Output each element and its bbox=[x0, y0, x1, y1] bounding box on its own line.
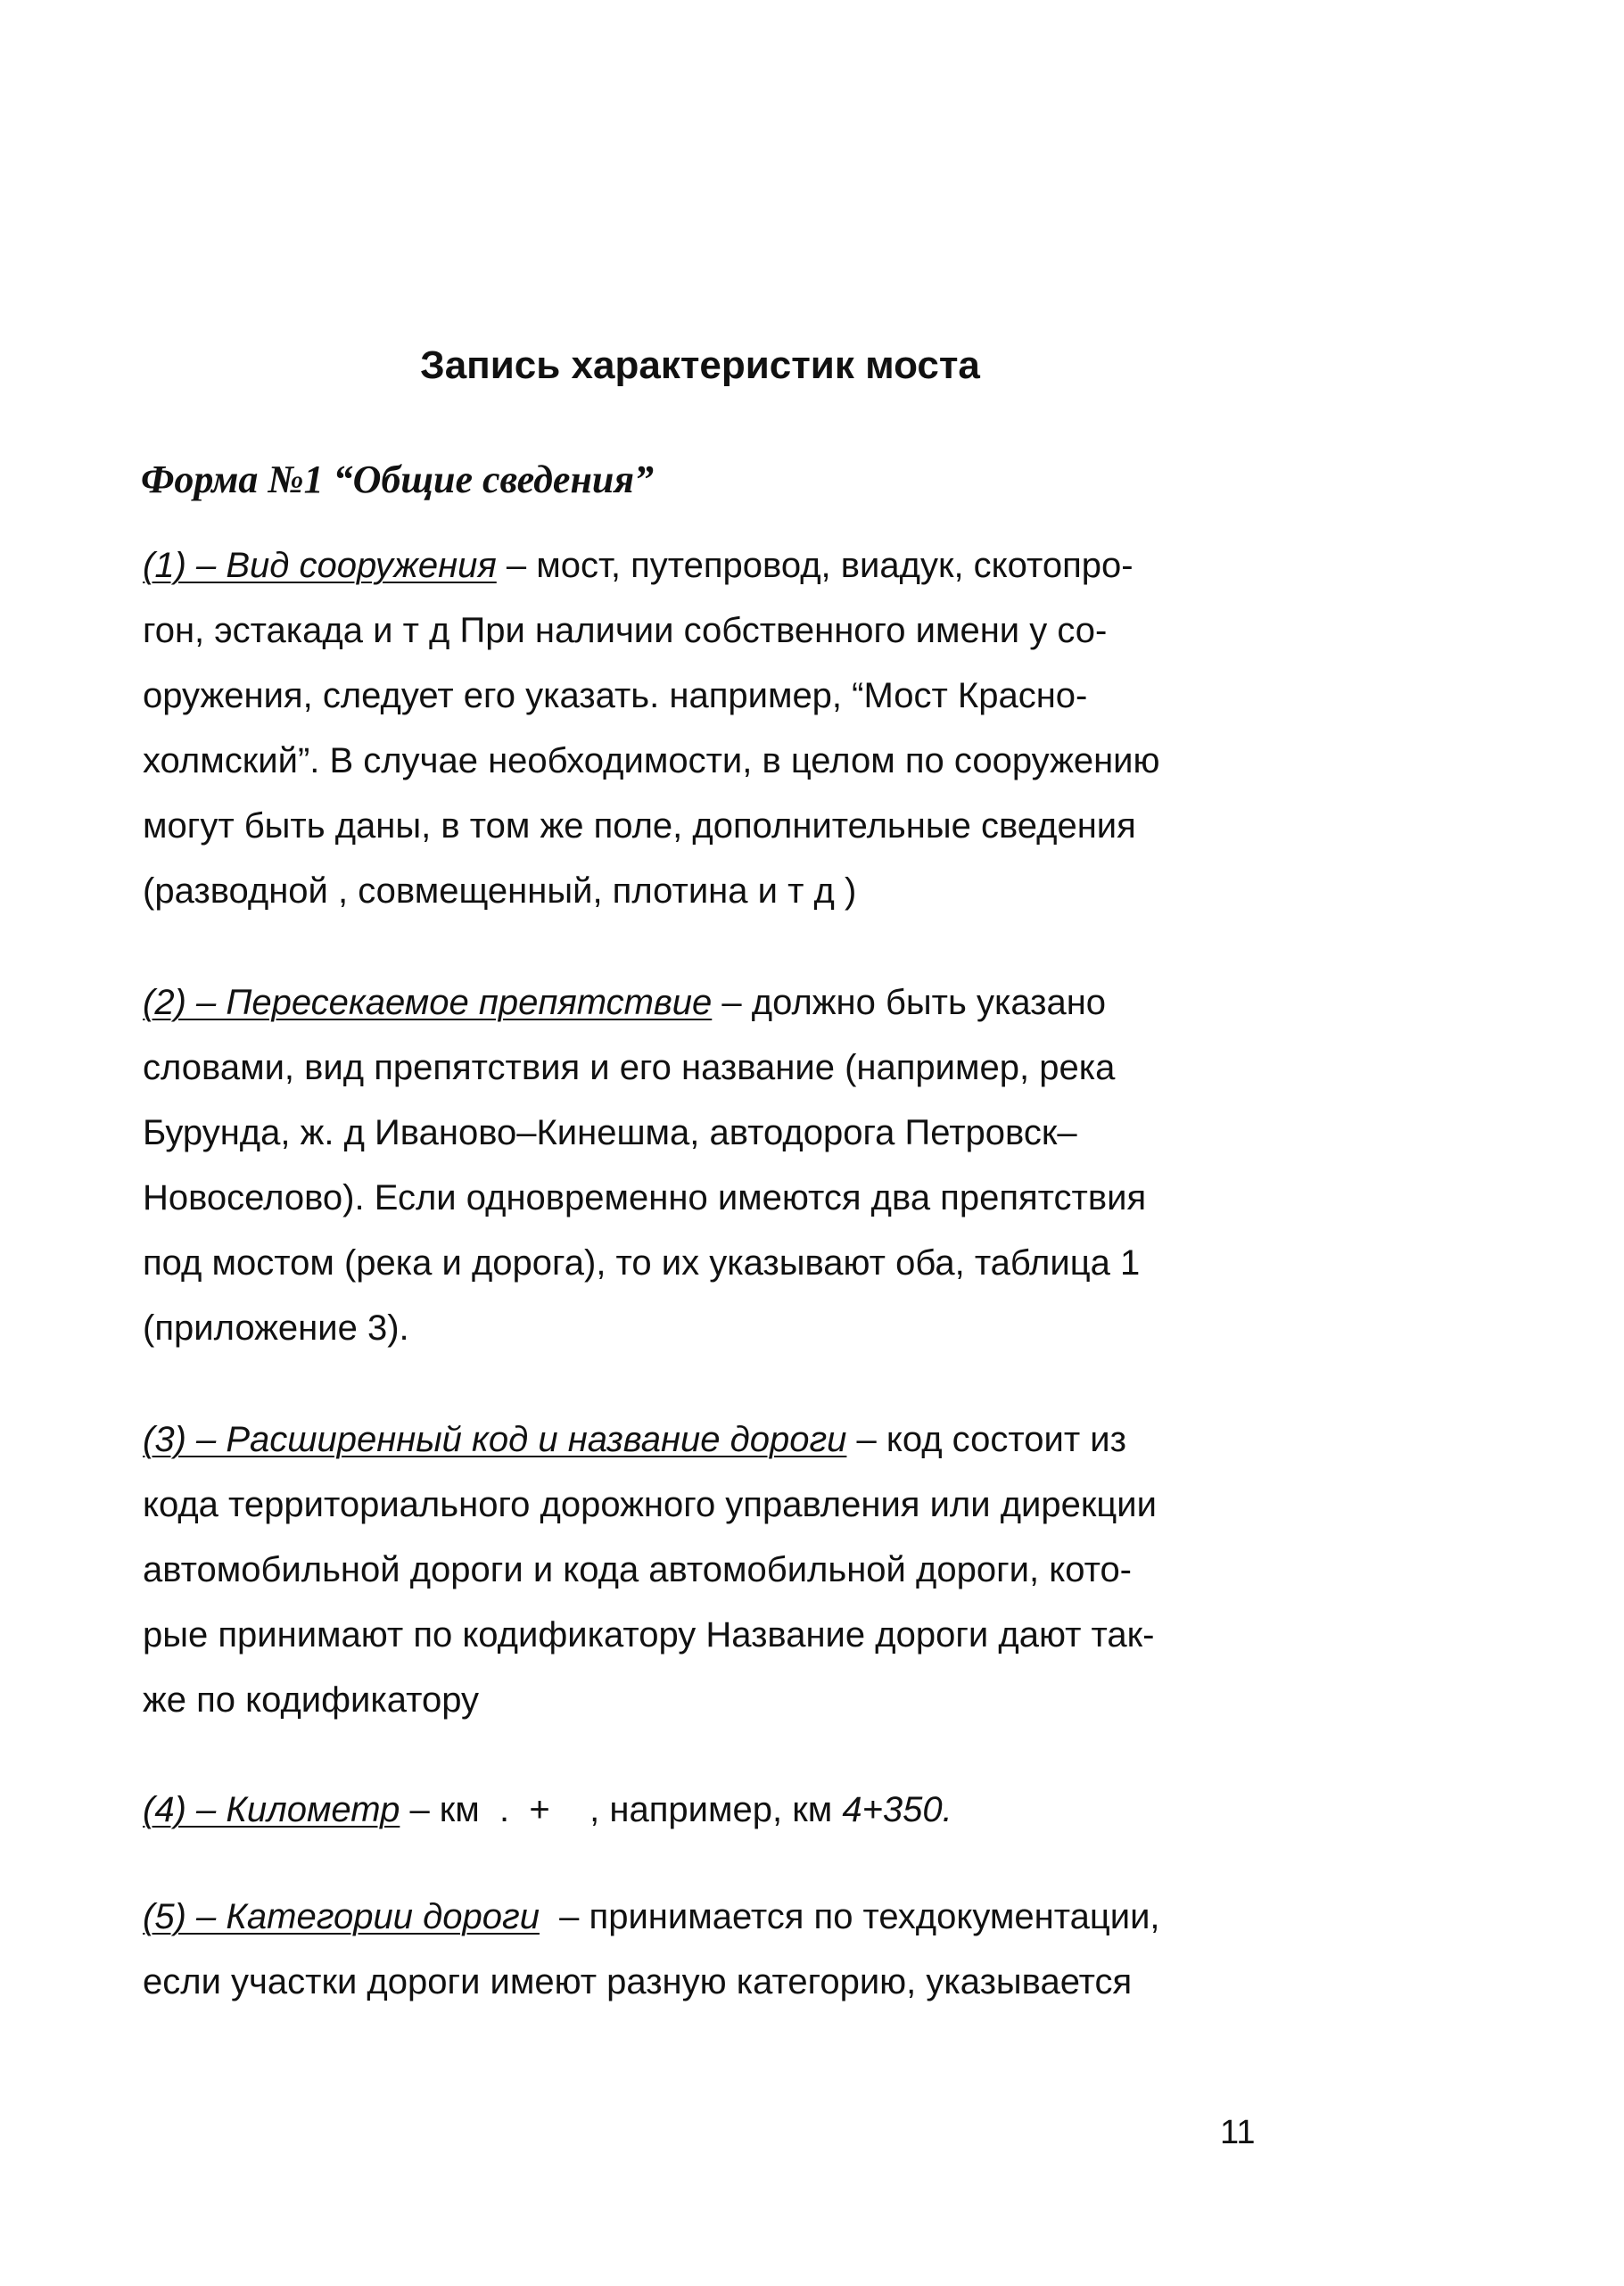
paragraph-obstacle bbox=[143, 970, 1266, 1361]
paragraph-line: Бурунда, ж. д Иваново–Кинешма, автодорога Петровск– bbox=[143, 1113, 1077, 1152]
field-term: (5) – Категории дороги bbox=[143, 1897, 540, 1936]
paragraph-line: холмский”. В случае необходимости, в целом по сооружению bbox=[143, 741, 1160, 780]
paragraph-line bbox=[143, 533, 1266, 598]
field-term: (3) – Расширенный код и название дороги bbox=[143, 1420, 847, 1459]
paragraph-line: рые принимают по кодификатору Название дороги дают так- bbox=[143, 1615, 1155, 1655]
line-text: – принимается по техдокументации, bbox=[539, 1897, 1160, 1936]
paragraph-line bbox=[143, 1885, 1266, 1950]
paragraph-line bbox=[143, 1407, 1266, 1473]
field-term: (2) – Пересекаемое препятствие bbox=[143, 983, 713, 1022]
paragraph-line bbox=[143, 970, 1266, 1036]
paragraph-line: (разводной , совмещенный, плотина и т д ) bbox=[143, 871, 857, 911]
line-text: – должно быть указано bbox=[712, 983, 1107, 1022]
paragraph-line: если участки дороги имеют разную категорию, указывается bbox=[143, 1962, 1133, 2001]
paragraph-line: могут быть даны, в том же поле, дополнительные сведения bbox=[143, 806, 1136, 846]
paragraph-line: кода территориального дорожного управления или дирекции bbox=[143, 1485, 1157, 1524]
line-text: – км . + , например, км bbox=[400, 1790, 843, 1829]
line-text: – код состоит из bbox=[846, 1420, 1126, 1459]
paragraph-line: же по кодификатору bbox=[143, 1680, 480, 1720]
paragraph-kilometer bbox=[143, 1778, 1266, 1843]
paragraph-line: (приложение 3). bbox=[143, 1308, 409, 1348]
field-term: (1) – Вид сооружения bbox=[143, 546, 497, 585]
paragraph-line bbox=[143, 1778, 1266, 1843]
document-title: Запись характеристик моста bbox=[420, 343, 980, 387]
paragraph-line: Новоселово). Если одновременно имеются два препятствия bbox=[143, 1178, 1147, 1217]
paragraph-road-code bbox=[143, 1407, 1266, 1733]
page-number: 11 bbox=[1220, 2114, 1256, 2151]
kilometer-example: 4+350. bbox=[842, 1790, 952, 1829]
line-text: – мост, путепровод, виадук, скотопро- bbox=[496, 546, 1134, 585]
field-term: (4) – Километр bbox=[143, 1790, 400, 1829]
paragraph-line: оружения, следует его указать. например, “Мост Красно- bbox=[143, 676, 1088, 715]
paragraph-line: автомобильной дороги и кода автомобильной дороги, кото- bbox=[143, 1550, 1133, 1589]
paragraph-line: гон, эстакада и т д При наличии собственного имени у со- bbox=[143, 611, 1108, 650]
paragraph-road-category bbox=[143, 1885, 1266, 2015]
paragraph-line: словами, вид препятствия и его название (например, река bbox=[143, 1048, 1116, 1087]
paragraph-structure-type bbox=[143, 533, 1266, 924]
form-heading: Форма №1 “Общие сведения” bbox=[141, 458, 655, 501]
paragraph-line: под мостом (река и дорога), то их указывают оба, таблица 1 bbox=[143, 1243, 1141, 1283]
